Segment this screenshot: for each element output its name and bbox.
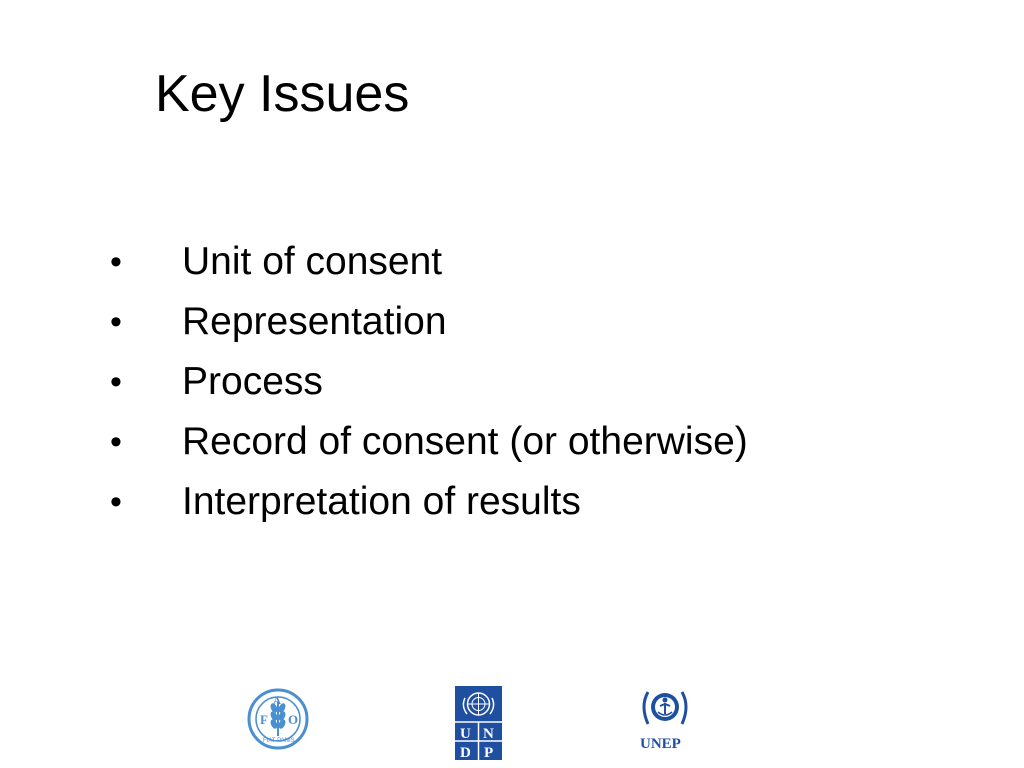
- svg-text:FIAT PANIS: FIAT PANIS: [263, 738, 295, 744]
- svg-text:O: O: [288, 712, 299, 727]
- svg-text:U: U: [460, 726, 471, 742]
- bullet-marker: •: [110, 303, 122, 341]
- bullet-marker: •: [110, 363, 122, 401]
- svg-text:D: D: [460, 745, 471, 760]
- unep-logo-icon: [636, 682, 694, 752]
- bullet-text: Representation: [182, 300, 447, 343]
- bullet-text: Interpretation of results: [182, 480, 581, 523]
- bullet-marker: •: [110, 423, 122, 461]
- fao-logo-icon: [247, 688, 309, 750]
- undp-logo-icon: [455, 686, 502, 760]
- svg-text:F: F: [260, 712, 268, 727]
- bullet-text: Process: [182, 360, 323, 403]
- svg-text:P: P: [484, 745, 494, 760]
- bullet-marker: •: [110, 483, 122, 521]
- svg-text:N: N: [483, 726, 494, 742]
- bullet-text: Record of consent (or otherwise): [182, 420, 748, 463]
- slide-title: Key Issues: [155, 65, 410, 123]
- svg-text:A: A: [273, 695, 281, 707]
- unep-label: UNEP: [640, 736, 681, 752]
- bullet-marker: •: [110, 243, 122, 281]
- bullet-text: Unit of consent: [182, 240, 443, 283]
